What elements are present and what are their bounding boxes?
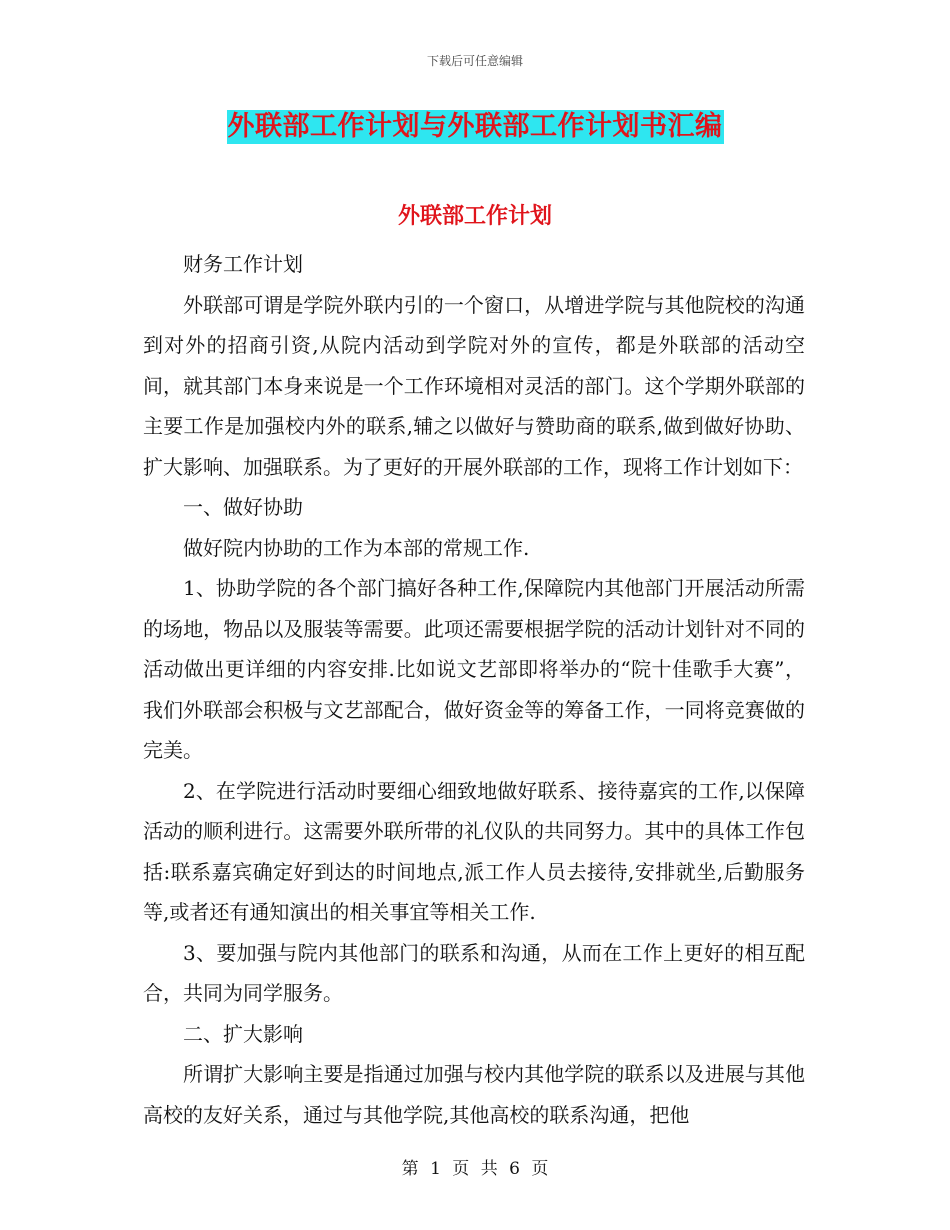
- paragraph-5: 1、协助学院的各个部门搞好各种工作,保障院内其他部门开展活动所需的场地，物品以及服装等需要。此项还需要根据学院的活动计划针对不同的活动做出更详细的内容安排.比如说文艺部即将举办的“院十佳歌手大赛”，我们外联部会积极与文艺部配合，做好资金等的筹备工作，一同将竞赛做的完美。: [143, 576, 805, 762]
- paragraph-9: 所谓扩大影响主要是指通过加强与校内其他学院的联系以及进展与其他高校的友好关系，通过与其他学院,其他高校的联系沟通，把他: [143, 1062, 805, 1127]
- paragraph-8: 二、扩大影响: [183, 1021, 303, 1046]
- paragraph-2: 外联部可谓是学院外联内引的一个窗口，从增进学院与其他院校的沟通到对外的招商引资,从院内活动到学院对外的宣传，都是外联部的活动空间，就其部门本身来说是一个工作环境相对灵活的部门。这个学期外联部的主要工作是加强校内外的联系,辅之以做好与赞助商的联系,做到做好协助、扩大影响、加强联系。为了更好的开展外联部的工作，现将工作计划如下：: [143, 292, 805, 479]
- paragraph-4: 做好院内协助的工作为本部的常规工作.: [183, 535, 530, 560]
- paragraph-7: 3、要加强与院内其他部门的联系和沟通，从而在工作上更好的相互配合，共同为同学服务。: [143, 940, 805, 1005]
- document-title: 外联部工作计划与外联部工作计划书汇编: [227, 111, 723, 142]
- paragraph-1: 财务工作计划: [183, 252, 303, 276]
- page-number-footer: 第 1 页 共 6 页: [401, 1159, 549, 1179]
- document-title-container: [0, 110, 950, 144]
- paragraph-6: 2、在学院进行活动时要细心细致地做好联系、接待嘉宾的工作,以保障活动的顺利进行。这需要外联所带的礼仪队的共同努力。其中的具体工作包括:联系嘉宾确定好到达的时间地点,派工作人员去接待,安排就坐,后勤服务等,或者还有通知演出的相关事宜等相关工作.: [143, 778, 805, 924]
- document-body: [143, 244, 805, 1135]
- header-note: 下载后可任意编辑: [426, 54, 523, 68]
- paragraph-3: 一、做好协助: [183, 495, 303, 519]
- section-title: 外联部工作计划: [397, 203, 552, 229]
